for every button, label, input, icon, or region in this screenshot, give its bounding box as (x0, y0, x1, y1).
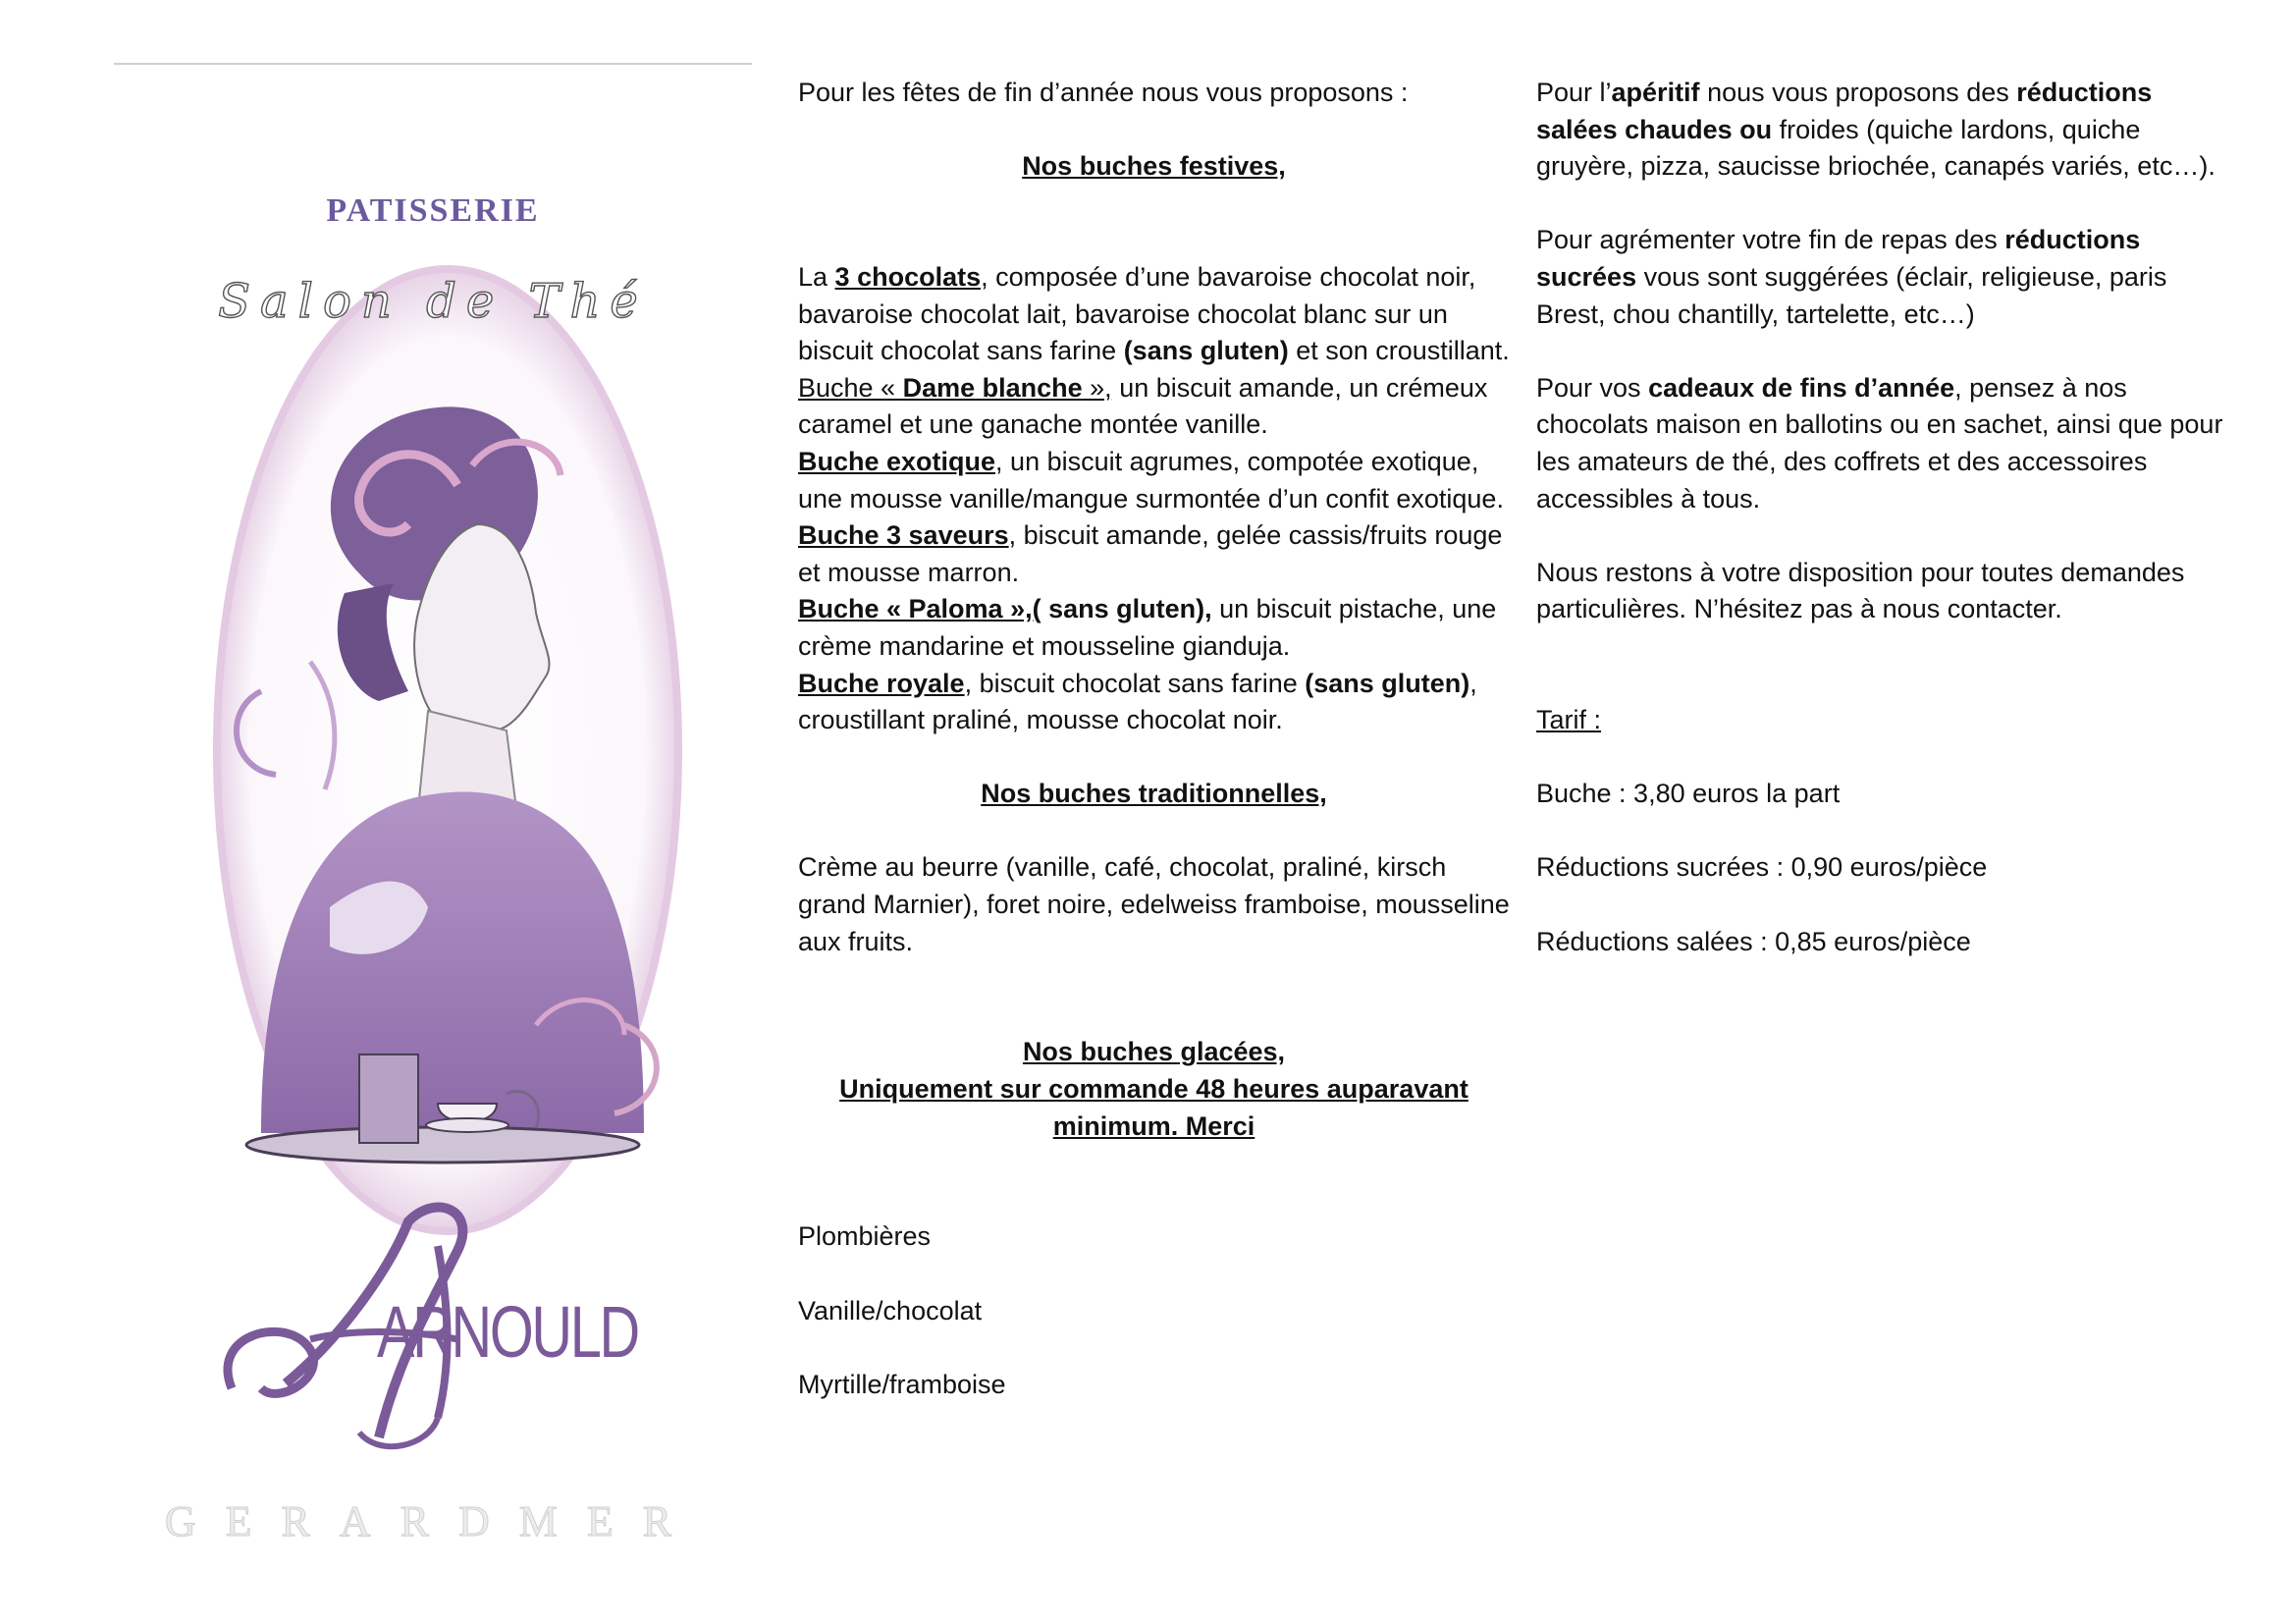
price-line: Buche : 3,80 euros la part (1536, 779, 1841, 809)
middle-column (798, 75, 1510, 1403)
tarif-heading: Tarif : (1536, 705, 1602, 735)
gifts-text: Pour vos cadeaux de fins d’année, pensez à nos chocolats maison en ballotins ou en sachet, ainsi que pour les amateurs de thé, des coffrets et des accessoires accessibles à tous. (1536, 372, 2223, 514)
item-3-saveurs: Buche 3 saveurs, biscuit amande, gelée cassis/fruits rouge et mousse marron. (798, 520, 1503, 587)
item-3-chocolats: La 3 chocolats, composée d’une bavaroise chocolat noir, bavaroise chocolat lait, bavaroise chocolat blanc sur un biscuit chocolat sans farine (sans gluten) et son croustillant. (798, 261, 1510, 366)
aperitif-text: Pour l’apéritif nous vous proposons des réductions salées chaudes ou froides (quiche lardons, quiche gruyère, pizza, saucisse briochée, canapés variés, etc…). (1536, 78, 2216, 182)
traditional-heading: Nos buches traditionnelles, (981, 779, 1327, 809)
item-royale: Buche royale, biscuit chocolat sans farine (sans gluten), croustillant praliné, mousse chocolat noir. (798, 668, 1477, 735)
price-line: Réductions sucrées : 0,90 euros/pièce (1536, 852, 1988, 883)
flyer-subtitle: Salon de Thé (218, 274, 648, 329)
iced-heading: Nos buches glacées, (1022, 1037, 1286, 1067)
flyer-title: PATISSERIE (326, 192, 540, 229)
item-name: Buche « Paloma »,( (798, 594, 1041, 624)
iced-flavor: Myrtille/framboise (798, 1369, 1006, 1399)
item-exotique: Buche exotique, un biscuit agrumes, compotée exotique, une mousse vanille/mangue surmontée d’un confit exotique. (798, 446, 1504, 514)
flyer-city: GERARDMER (164, 1497, 702, 1545)
item-dame-blanche: Buche « Dame blanche », un biscuit amande, un crémeux caramel et une ganache montée vanille. (798, 372, 1488, 440)
price-line: Réductions salées : 0,85 euros/pièce (1536, 926, 1971, 956)
traditional-text: Crème au beurre (vanille, café, chocolat, praliné, kirsch grand Marnier), foret noire, edelweiss framboise, mousseline aux fruits. (798, 852, 1510, 956)
festive-heading: Nos buches festives, (1022, 151, 1286, 182)
item-name: Buche exotique (798, 446, 996, 476)
item-name: Dame blanche (902, 372, 1083, 403)
dessert-text: Pour agrémenter votre fin de repas des réductions sucrées vous sont suggérées (éclair, religieuse, paris Brest, chou chantilly, tartelette, etc…) (1536, 225, 2167, 329)
item-name: 3 chocolats (834, 261, 982, 292)
iced-note: Uniquement sur commande 48 heures auparavant minimum. Merci (839, 1074, 1468, 1141)
item-name: Buche 3 saveurs (798, 520, 1009, 551)
intro-text: Pour les fêtes de fin d’année nous vous proposons : (798, 78, 1409, 107)
iced-flavor: Vanille/chocolat (798, 1295, 983, 1325)
right-column (1536, 75, 2238, 960)
flyer-brand-name: ARNOULD (377, 1291, 638, 1373)
contact-text: Nous restons à votre disposition pour toutes demandes particulières. N’hésitez pas à nous contacter. (1536, 557, 2185, 624)
item-paloma: Buche « Paloma »,( sans gluten), un biscuit pistache, une crème mandarine et mousseline gianduja. (798, 594, 1497, 661)
item-name: Buche royale (798, 668, 965, 698)
flyer-image (114, 63, 752, 1555)
iced-flavor: Plombières (798, 1221, 932, 1252)
